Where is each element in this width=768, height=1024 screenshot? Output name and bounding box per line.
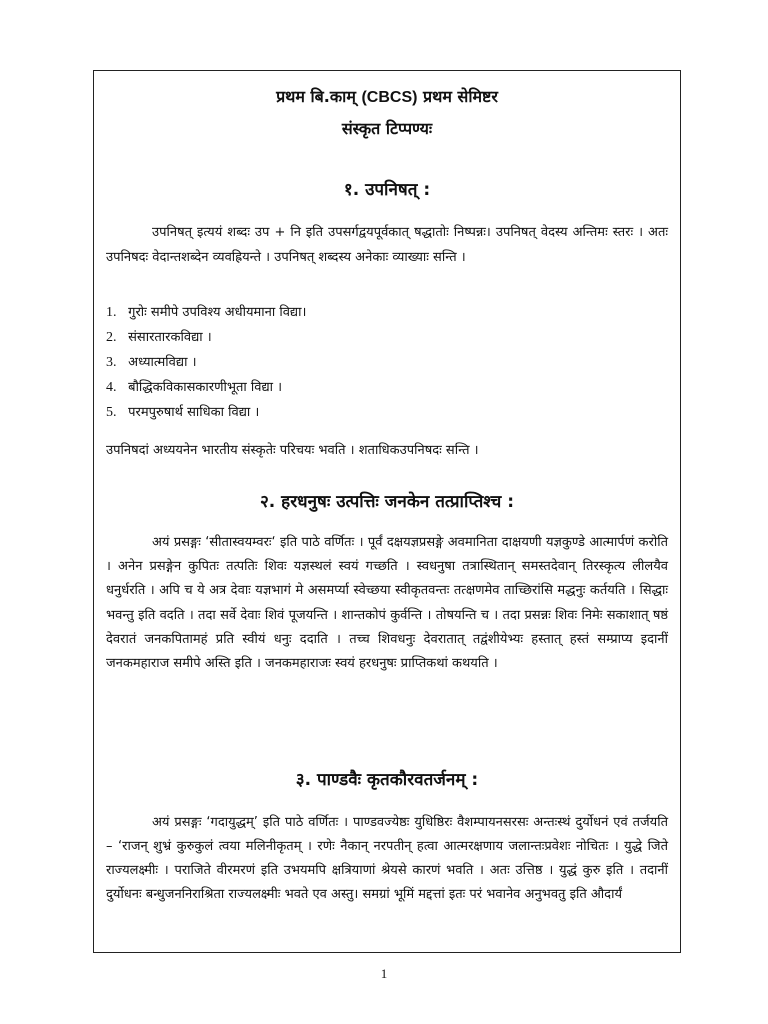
document-subtitle: संस्कृत टिप्पण्यः <box>341 119 433 138</box>
section-upanishat-intro: उपनिषत् इत्ययं शब्दः उप + नि इति उपसर्गद्वयपूर्वकात् षद्धातोः निष्पन्नः। उपनिषत् वेदस्य अन्तिमः स्तरः । अतः उपनिषदः वेदान्तशब्देन व्यवह्रियन्ते । उपनिषत् शब्दस्य अनेकाः व्याख्याः सन्ति । <box>106 225 668 265</box>
upanishat-definition-list <box>106 300 668 425</box>
section-heading-kaurava-tarjanam: ३. पाण्डवैः कृतकौरवतर्जनम् : <box>295 770 479 790</box>
title-course-code: (CBCS) <box>361 89 418 106</box>
section-upanishat-summary: उपनिषदां अध्ययनेन भारतीय संस्कृतेः परिचयः भवति । शताधिकउपनिषदः सन्ति । <box>106 443 479 458</box>
title-semester: प्रथम सेमिष्टर <box>423 87 498 106</box>
section-haradhanush-body: अयं प्रसङ्गः ‘सीतास्वयम्वरः‘ इति पाठे वर्णितः । पूर्वं दक्षयज्ञप्रसङ्गे अवमानिता दाक्षयणी यज्ञकुण्डे आत्मार्पणं करोति । अनेन प्रसङ्गेन कुपितः तत्पतिः शिवः यज्ञस्थलं स्वयं गच्छति । स्वधनुषा तत्रास्थितान् समस्तदेवान् तिरस्कृत्य लीलयैव धनुर्धरति । अपि च ये अत्र देवाः यज्ञभागं मे असमर्प्या स्वेच्छया स्वीकृतवन्तः तत्क्षणमेव ताच्छिरांसि मद्धनुः कर्तयति । सिद्धाः भवन्तु इति वदति । तदा सर्वे देवाः शिवं पूजयन्ति । शान्तकोपं कुर्वन्ति । तोषयन्ति च । तदा प्रसन्नः शिवः निमेः सकाशात् षष्ठं देवरातं जनकपितामहं प्रति स्वीयं धनुः ददाति । तच्च शिवधनुः देवरातात् तद्वंशीयेभ्यः हस्तात् हस्तं सम्प्राप्य इदानीं जनकमहाराज समीपे अस्ति इति । जनकमहाराजः स्वयं हरधनुषः प्राप्तिकथां कथयति । <box>106 535 668 672</box>
document-title <box>94 85 680 107</box>
section-heading-haradhanush: २. हरधनुषः उत्पत्तिः जनकेन तत्प्राप्तिश्च : <box>259 492 515 512</box>
list-item-number: 2. <box>106 330 117 345</box>
list-item-text: बौद्धिकविकासकारणीभूता विद्या । <box>128 380 283 395</box>
list-item <box>106 400 668 425</box>
section-heading-upanishat: १. उपनिषत् : <box>343 180 431 200</box>
list-item-number: 3. <box>106 355 117 370</box>
list-item-text: गुरोः समीपे उपविश्य अधीयमाना विद्या। <box>128 305 307 320</box>
list-item-number: 5. <box>106 405 117 420</box>
list-item <box>106 300 668 325</box>
title-text-devanagari: प्रथम बि.काम् <box>276 87 356 106</box>
page-number: 1 <box>380 966 388 981</box>
section-kaurava-tarjanam-body: अयं प्रसङ्गः ‘गदायुद्धम्’ इति पाठे वर्णितः । पाण्डवज्येष्ठः युधिष्ठिरः वैशम्पायनसरसः अन्तःस्थं दुर्योधनं एवं तर्जयति – ‘राजन् शुभ्रं कुरुकुलं त्वया मलिनीकृतम् । रणेः नैकान् नरपतीन् हत्वा आत्मरक्षणाय जलान्तःप्रवेशः नोचितः । युद्धे जिते राज्यलक्ष्मीः । पराजिते वीरमरणं इति उभयमपि क्षत्रियाणां श्रेयसे कारणं भवति । अतः उत्तिष्ठ । युद्धं कुरु इति । तदानीं दुर्योधनः बन्धुजननिराश्रिता राज्यलक्ष्मीः भवते एव अस्तु। समग्रां भूमिं मद्दत्तां इतः परं भवानेव अनुभवतु इति औदार्यं <box>106 815 668 902</box>
list-item-number: 4. <box>106 380 117 395</box>
list-item <box>106 375 668 400</box>
list-item-text: संसारतारकविद्या । <box>128 330 212 345</box>
list-item <box>106 350 668 375</box>
list-item <box>106 325 668 350</box>
page-frame <box>93 70 681 953</box>
list-item-text: अध्यात्मविद्या । <box>128 355 197 370</box>
list-item-number: 1. <box>106 305 117 320</box>
list-item-text: परमपुरुषार्थ साधिका विद्या । <box>128 405 260 420</box>
